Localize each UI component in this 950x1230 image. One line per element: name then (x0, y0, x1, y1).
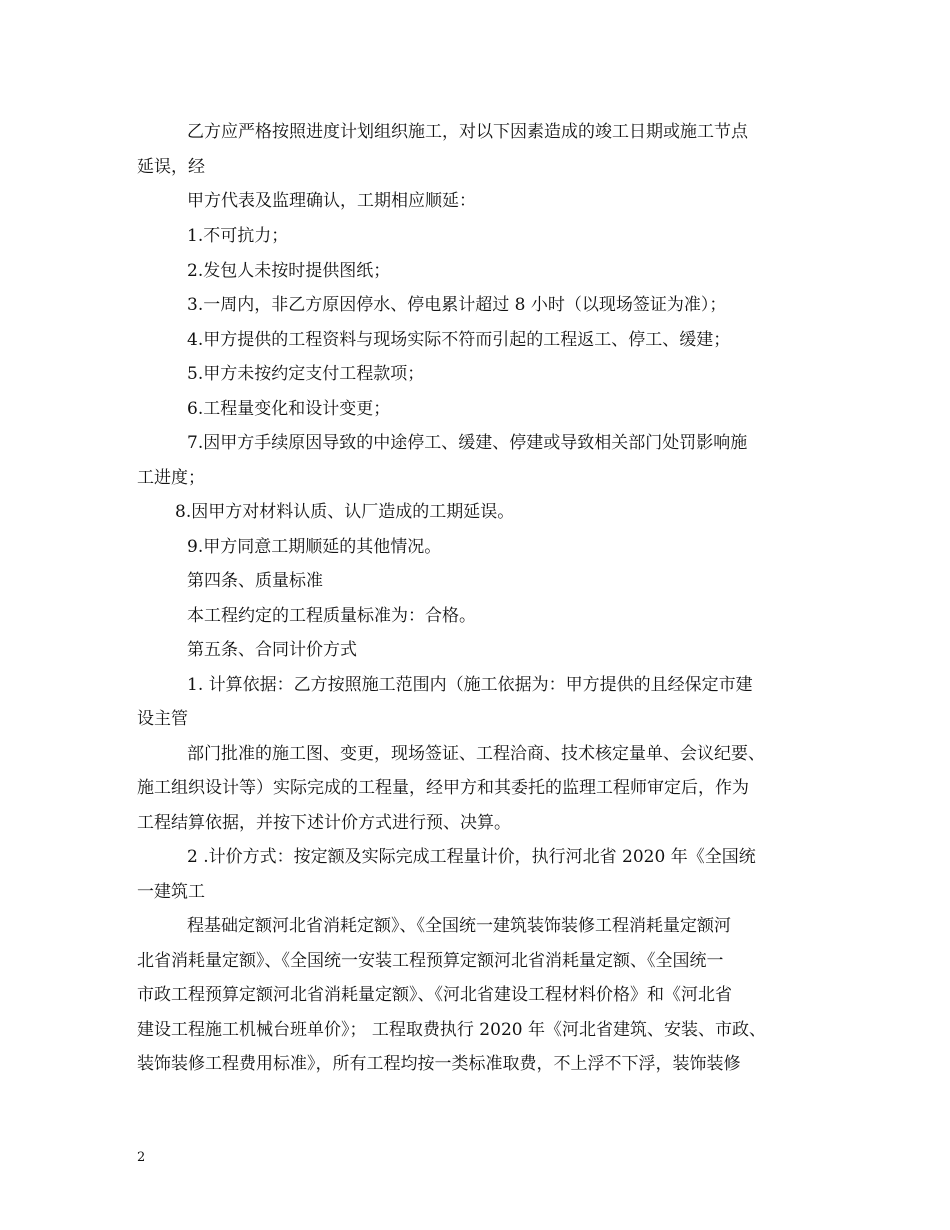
text-line: 装饰装修工程费用标准》，所有工程均按一类标准取费，不上浮不下浮，装饰装修 (137, 1054, 741, 1074)
list-item: 5.甲方未按约定支付工程款项； (187, 364, 425, 384)
text-line: 程基础定额河北省消耗定额》、《全国统一建筑装饰装修工程消耗量定额河 (187, 916, 731, 936)
list-item: 7.因甲方手续原因导致的中途停工、缓建、停建或导致相关部门处罚影响施 (187, 433, 748, 453)
list-item: 6.工程量变化和设计变更； (187, 399, 391, 419)
text-line: 建设工程施工机械台班单价》； 工程取费执行 2020 年《河北省建筑、安装、市政、 (137, 1020, 766, 1040)
text-line: 一建筑工 (137, 882, 205, 902)
list-item: 4.甲方提供的工程资料与现场实际不符而引起的工程返工、停工、缓建； (187, 330, 731, 350)
list-item: 1.不可抗力； (187, 226, 289, 246)
text-line: 本工程约定的工程质量标准为：合格。 (187, 606, 476, 626)
text-line: 北省消耗量定额》、《全国统一安装工程预算定额河北省消耗量定额、《全国统一 (137, 951, 724, 971)
text-line: 施工组织设计等）实际完成的工程量，经甲方和其委托的监理工程师审定后，作为 (137, 778, 749, 798)
section-heading: 第五条、合同计价方式 (187, 640, 357, 660)
text-line: 工程结算依据，并按下述计价方式进行预、决算。 (137, 813, 511, 833)
text-line: 设主管 (137, 709, 188, 729)
text-line: 1. 计算依据：乙方按照施工范围内（施工依据为：甲方提供的且经保定市建 (187, 675, 753, 695)
page-number: 2 (137, 1150, 146, 1165)
text-line: 工进度； (137, 468, 205, 488)
list-item: 2.发包人未按时提供图纸； (187, 261, 391, 281)
text-line: 甲方代表及监理确认，工期相应顺延： (187, 191, 476, 211)
list-item: 8.因甲方对材料认质、认厂造成的工期延误。 (175, 502, 515, 522)
text-line: 部门批准的施工图、变更，现场签证、工程洽商、技术核定量单、会议纪要、 (187, 744, 765, 764)
list-item: 3.一周内，非乙方原因停水、停电累计超过 8 小时（以现场签证为准）； (187, 295, 727, 315)
section-heading: 第四条、质量标准 (187, 571, 323, 591)
list-item: 9.甲方同意工期顺延的其他情况。 (187, 537, 442, 557)
text-line: 延误，经 (137, 157, 205, 177)
text-line: 乙方应严格按照进度计划组织施工，对以下因素造成的竣工日期或施工节点 (187, 122, 748, 142)
text-line: 2 .计价方式：按定额及实际完成工程量计价，执行河北省 2020 年《全国统 (187, 847, 756, 867)
text-line: 市政工程预算定额河北省消耗量定额》、《河北省建设工程材料价格》和《河北省 (137, 985, 732, 1005)
